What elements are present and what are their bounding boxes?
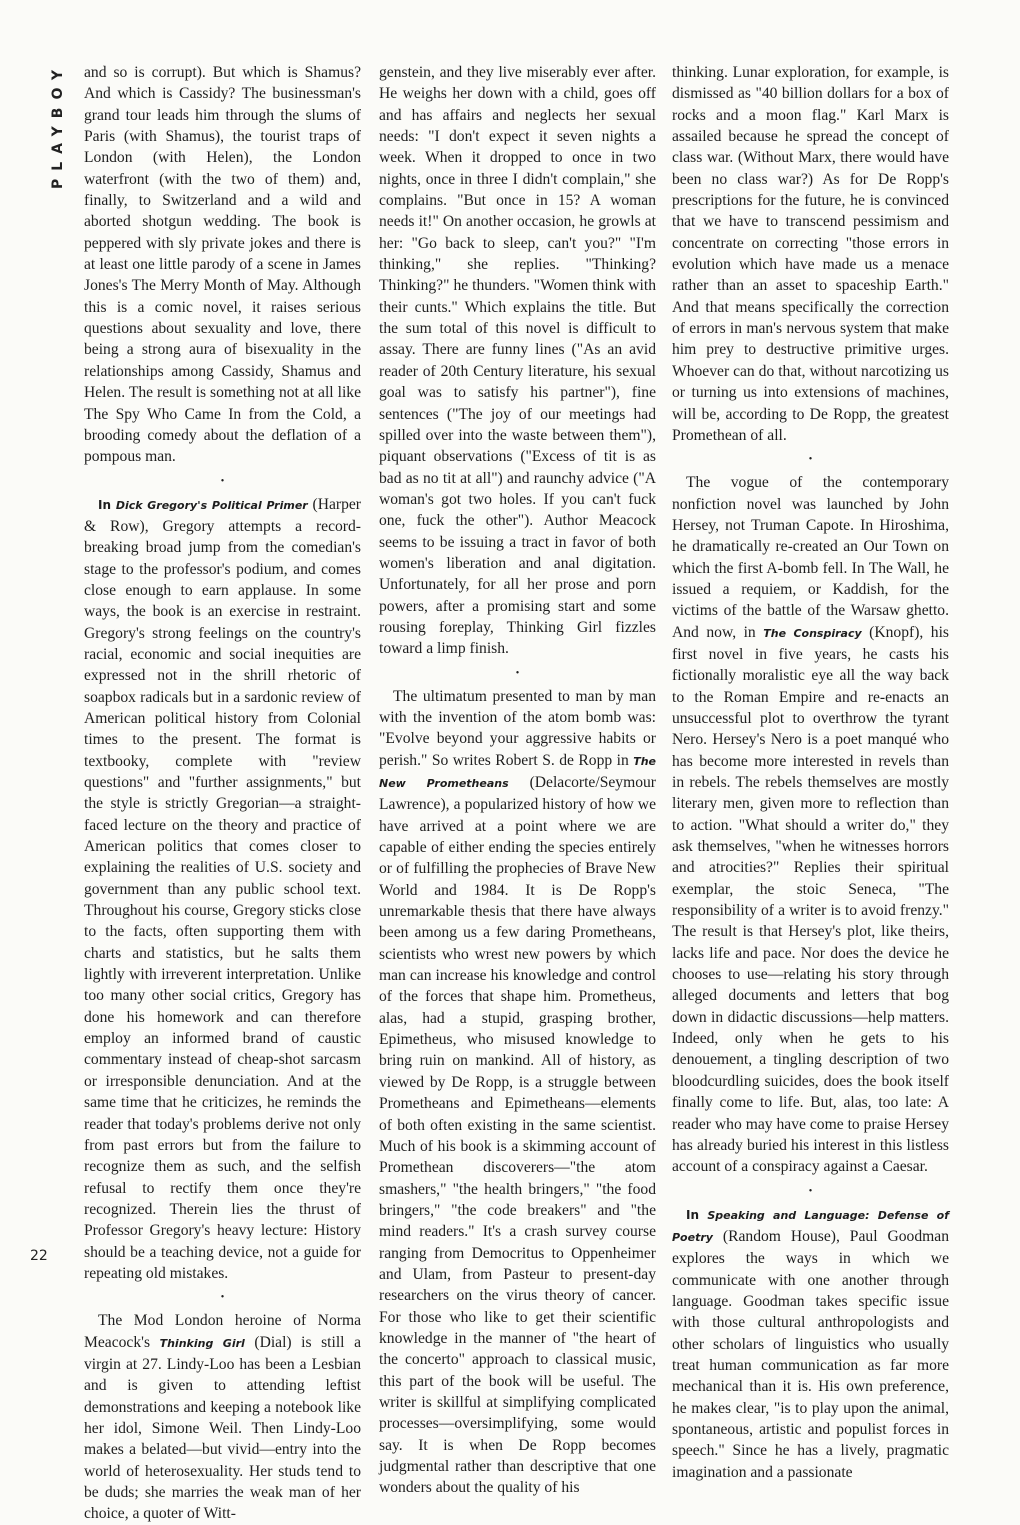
book-title: Speaking and Language: Defense of Poetry <box>672 1208 950 1244</box>
column-1 <box>84 62 361 1525</box>
review-text: (Dial) is still a virgin at 27. Lindy-Loo has been a Lesbian and is given to attending leftist demonstrations and keeping a notebook like her idol, Simone Weil. Then Lindy-Loo makes a belated—but vivid—entry into the world of heterosexuality. Her studs tend to be duds; she marries the weak man of her choice, a quoter of Witt- <box>84 1333 361 1523</box>
book-title: The Conspiracy <box>763 626 862 640</box>
review-paragraph: thinking. Lunar exploration, for example, is dismissed as "40 billion dollars for a box of rocks and a moon flag." Karl Marx is assailed because he spread the concept of class war. (Without Marx, there would have been no class war?) As for De Ropp's prescriptions for the future, he is convinced that we have to transcend pessimism and concentrate on correcting "those errors in evolution which have made us a menace rather than an asset to spaceship Earth." And that means specifically the correction of errors in man's nervous system that make him prey to destructive primitive urges. Whoever can do that, without narcotizing us or turning us into extensions of machines, will be, according to De Ropp, the greatest Promethean of all. <box>672 64 949 444</box>
review-thinking-girl <box>84 1310 361 1524</box>
review-conspiracy <box>672 472 949 1177</box>
section-separator: • <box>808 454 813 466</box>
review-text: (Random House), Paul Goodman explores the ways in which we communicate with one another through language. Goodman takes specific issue with those cultural anthropologists and other scholars of linguistics who usually treat human communication as far more mechanical than it is. His own preference, he makes clear, "is to play upon the animal, spontaneous, artistic and populist forces in speech." Since he has a lively, pragmatic imagination and a passionate <box>672 1227 949 1481</box>
review-text: (Knopf), his first novel in five years, he casts his fictionally moralistic eye all the way back to the Roman Empire and re-enacts an unsuccessful plot to overthrow the tyrant Nero. Hersey's Nero is a poet manqué who has become more interested in revels than in rebels. The rebels themselves are mostly literary men, given more to reflection than to action. "What should a writer do," they ask themselves, "when he witnesses horrors and atrocities?" Replies their spiritual exemplar, the stoic Seneca, "The responsibility of a writer is to avoid frenzy." The result is that Hersey's plot, like theirs, lacks life and pace. Nor does the device he chooses to use—relating his story through alleged documents and letters that bog down in didactic discussions—help matters. Indeed, only when he gets to his denouement, a tingling description of two bloodcurdling suicides, does the book itself finally come to life. But, alas, too late: A reader who may have come to praise Hersey has already buried his interest in this listless account of a conspiracy against a Caesar. <box>672 623 949 1176</box>
review-dick-gregory <box>84 494 361 1285</box>
lead-word: In <box>98 497 112 512</box>
review-speaking-language <box>672 1204 949 1483</box>
section-separator: • <box>220 1292 225 1304</box>
column-3 <box>672 62 949 1483</box>
review-text: (Delacorte/Seymour Lawrence), a popularized history of how we have arrived at a point where we are capable of either ending the species entirely or of fulfilling the prophecies of Brave New World and 1984. It is De Ropp's unremarkable thesis that there have always been among us a few daring Prometheans, scientists who wrest new powers by which man can increase his knowledge and control of the forces that shape him. Prometheus, alas, had a stupid, grasping brother, Epimetheus, who misused knowledge to bring ruin on mankind. All of history, as viewed by De Ropp, is a struggle between Prometheans and Epimetheans—elements of both often existing in the same scientist. Much of his book is a skimming account of Promethean discoverers—"the atom smashers," "the health bringers," "the food bringers," "the code breakers" and "the mind readers." It's a crash survey course ranging from Democritus to Oppenheimer and Ulam, from Pasteur to present-day researchers on the virus theory of cancer. For those who like to get their scientific knowledge in the manner of "the heart of the concerto" approach to classical music, this part of the book will be useful. The writer is skillful at simplifying complicated processes—oversimplifying, some would say. It is when De Ropp becomes judgmental rather than descriptive that one wonders about the quality of his <box>379 774 656 1497</box>
lead-word: In <box>686 1207 700 1222</box>
review-text: The Mod London heroine of Norma Meacock's <box>84 1312 361 1351</box>
review-new-prometheans <box>379 686 656 1499</box>
section-separator: • <box>515 667 520 679</box>
book-title: Dick Gregory's Political Primer <box>115 498 308 512</box>
book-title: Thinking Girl <box>159 1336 245 1350</box>
review-paragraph: genstein, and they live miserably ever after. He weighs her down with a child, goes off and has affairs and neglects her sexual needs: "I don't expect it seven nights a week. When it dropped to once in two nights, once in three I didn't complain," she complains. "But once in 15? A woman needs it!" On another occasion, he growls at her: "Go back to sleep, can't you?" "I'm thinking," she replies. "Thinking? Thinking?" he thunders. "Women think with their cunts." Which explains the title. But the sum total of this novel is difficult to assay. There are funny lines ("As an avid reader of 20th Century literature, his sexual goal was to satisfy his partner"), fine sentences ("The joy of our meetings had spilled over into the waste between them"), piquant observations ("Excess of tit is as bad as no tit at all") and raunchy advice ("A woman's got two holes. If you can't fuck one, fuck the other"). Author Meacock seems to be issuing a tract in favor of both women's liberation and anal digitation. Unfortunately, for all her prose and porn powers, after a promising start and some rousing foreplay, Thinking Girl fizzles toward a limp finish. <box>379 64 656 658</box>
section-separator: • <box>808 1185 813 1197</box>
review-text: The vogue of the contemporary nonfiction novel was launched by John Hersey, not Truman Capote. In Hiroshima, he dramatically re-created an Our Town on which the first A-bomb fell. In The Wall, he issued a requiem, or Kaddish, for the victims of the battle of the Warsaw ghetto. And now, in <box>672 474 949 641</box>
section-separator: • <box>220 475 225 487</box>
page-number: 22 <box>30 1248 48 1264</box>
review-paragraph: and so is corrupt). But which is Shamus? And which is Cassidy? The businessman's grand tour leads him through the slums of Paris (with Shamus), the tourist traps of London (with Helen), the London waterfront (with the two of them) and, finally, to Switzerland and a wild and aborted shotgun wedding. The book is peppered with sly private jokes and there is at least one little parody of a scene in James Jones's The Merry Month of May. Although this is a comic novel, it raises serious questions about sexuality and love, there being a strong aura of bisexuality in the relationships among Cassidy, Shamus and Helen. The result is something not at all like The Spy Who Came In from the Cold, a brooding comedy about the deflation of a pompous man. <box>84 64 361 466</box>
review-text: (Harper & Row), Gregory attempts a record-breaking broad jump from the comedian's stage to the professor's podium, and comes close enough to earn applause. In some ways, the book is an exercise in restraint. Gregory's strong feelings on the country's racial, economic and social inequities are expressed not in the shrill rhetoric of soapbox radicals but in a sardonic review of American political history from Colonial times to the present. The format is textbooky, complete with "review questions" and "further assignments," but the style is strictly Gregorian—a straight-faced lecture on the theory and practice of American politics that comes closer to explaining the realities of U.S. society and government than any public school text. Throughout his course, Gregory sticks close to the facts, often supporting them with charts and statistics, but he salts them lightly with irreverent interpretation. Unlike too many other social critics, Gregory has done his homework and can therefore employ an informed brand of caustic commentary instead of cheap-shot sarcasm or irresponsible denunciation. And at the same time that he criticizes, he reminds the reader that today's problems derive not only from past errors but from the failure to recognize them as such, and the selfish refusal to rectify them once they're recognized. Therein lies the thrust of Professor Gregory's heavy lecture: History should be a teaching device, not a guide for repeating old mistakes. <box>84 495 361 1282</box>
book-title: The New Prometheans <box>379 754 656 790</box>
running-head: PLAYBOY <box>50 62 66 190</box>
column-2 <box>379 62 656 1499</box>
review-text: The ultimatum presented to man by man with the invention of the atom bomb was: "Evolve beyond your aggressive habits or perish." So writes Robert S. de Ropp in <box>379 687 656 769</box>
